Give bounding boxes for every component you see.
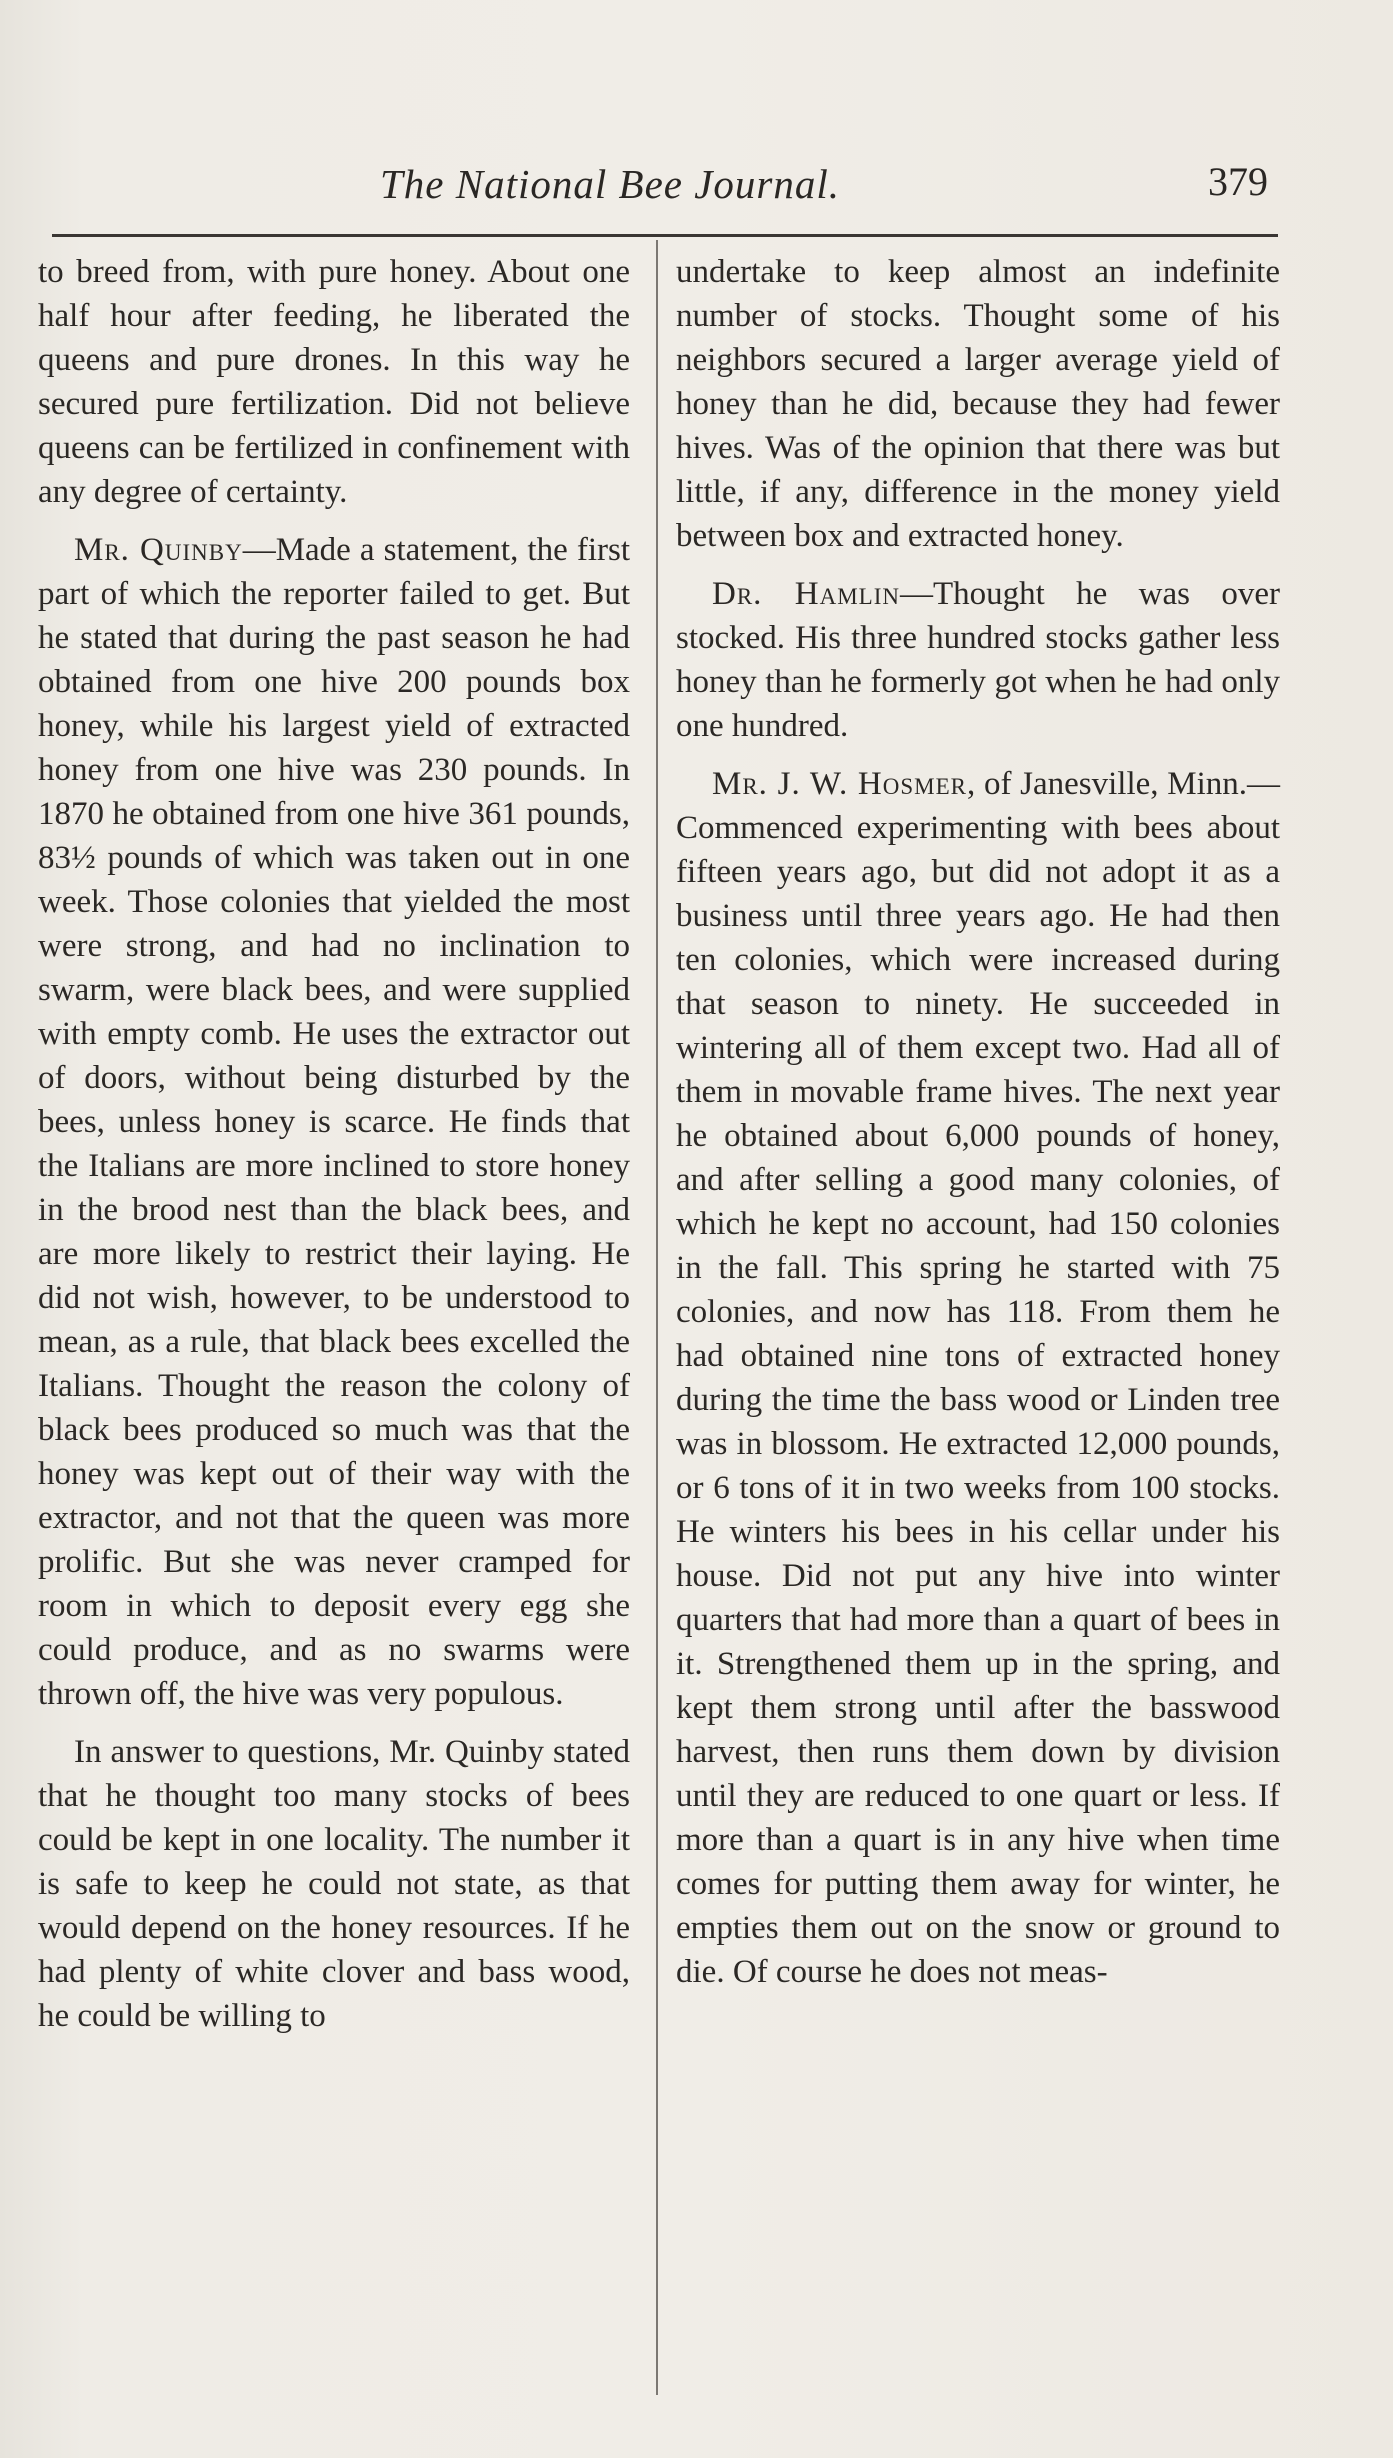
paragraph	[676, 250, 1280, 558]
paragraph-text: —Made a statement, the first part of which the reporter failed to get. But he stated that during the past season he had obtained from one hive 200 pounds box honey, while his largest yield of extracted honey from one hive was 230 pounds. In 1870 he obtained from one hive 361 pounds, 83½ pounds of which was taken out in one week. Those colonies that yielded the most were strong, and had no inclination to swarm, were black bees, and were supplied with empty comb. He uses the extractor out of doors, without being disturbed by the bees, unless honey is scarce. He finds that the Italians are more inclined to store honey in the brood nest than the black bees, and are more likely to restrict their laying. He did not wish, however, to be understood to mean, as a rule, that black bees excelled the Italians. Thought the reason the colony of black bees produced so much was that the honey was kept out of their way with the extractor, and not that the queen was more prolific. But she was never cramped for room in which to deposit every egg she could produce, and as no swarms were thrown off, the hive was very populous.	[38, 532, 630, 1712]
right-column	[676, 250, 1280, 2008]
paragraph-text: In answer to questions, Mr. Quinby stated that he thought too many stocks of bees could be kept in one locality. The number it is safe to keep he could not state, as that would depend on the honey resources. If he had plenty of white clover and bass wood, he could be willing to	[38, 1734, 630, 2034]
column-divider	[656, 240, 658, 2395]
paragraph-text: undertake to keep almost an indefinite number of stocks. Thought some of his neighbors secured a larger average yield of honey than he did, because they had fewer hives. Was of the opinion that there was but little, if any, difference in the money yield between box and extracted honey.	[676, 254, 1280, 554]
speaker-name: Mr. J. W. Hosmer	[712, 766, 967, 802]
paragraph	[676, 572, 1280, 748]
paragraph-text: , of Janesville, Minn.—Commenced experimenting with bees about fifteen years ago, but did not adopt it as a business until three years ago. He had then ten colonies, which were increased during that season to ninety. He succeeded in wintering all of them except two. Had all of them in movable frame hives. The next year he obtained about 6,000 pounds of honey, and after selling a good many colonies, of which he kept no account, had 150 colonies in the fall. This spring he started with 75 colonies, and now has 118. From them he had obtained nine tons of extracted honey during the time the bass wood or Linden tree was in blossom. He extracted 12,000 pounds, or 6 tons of it in two weeks from 100 stocks. He winters his bees in his cellar under his house. Did not put any hive into winter quarters that had more than a quart of bees in it. Strengthened them up in the spring, and kept them strong until after the basswood harvest, then runs them down by division until they are reduced to one quart or less. If more than a quart is in any hive when time comes for putting them away for winter, he empties them out on the snow or ground to die. Of course he does not meas-	[676, 766, 1280, 1990]
paragraph	[676, 762, 1280, 1994]
paragraph-text: —Thought he was over stocked. His three hundred stocks gather less honey than he formerly got when he had only one hundred.	[676, 576, 1280, 744]
header-rule	[52, 234, 1278, 237]
paragraph	[38, 1730, 630, 2038]
paragraph	[38, 528, 630, 1716]
speaker-name: Dr. Hamlin	[712, 576, 900, 612]
speaker-name: Mr. Quinby	[74, 532, 243, 568]
page-number: 379	[1208, 159, 1268, 204]
left-column	[38, 250, 630, 2052]
journal-title: The National Bee Journal.	[380, 161, 841, 207]
paragraph	[38, 250, 630, 514]
running-header	[0, 150, 1393, 210]
paragraph-text: to breed from, with pure honey. About one half hour after feeding, he liberated the queens and pure drones. In this way he secured pure fertilization. Did not believe queens can be fertilized in confinement with any degree of certainty.	[38, 254, 630, 510]
